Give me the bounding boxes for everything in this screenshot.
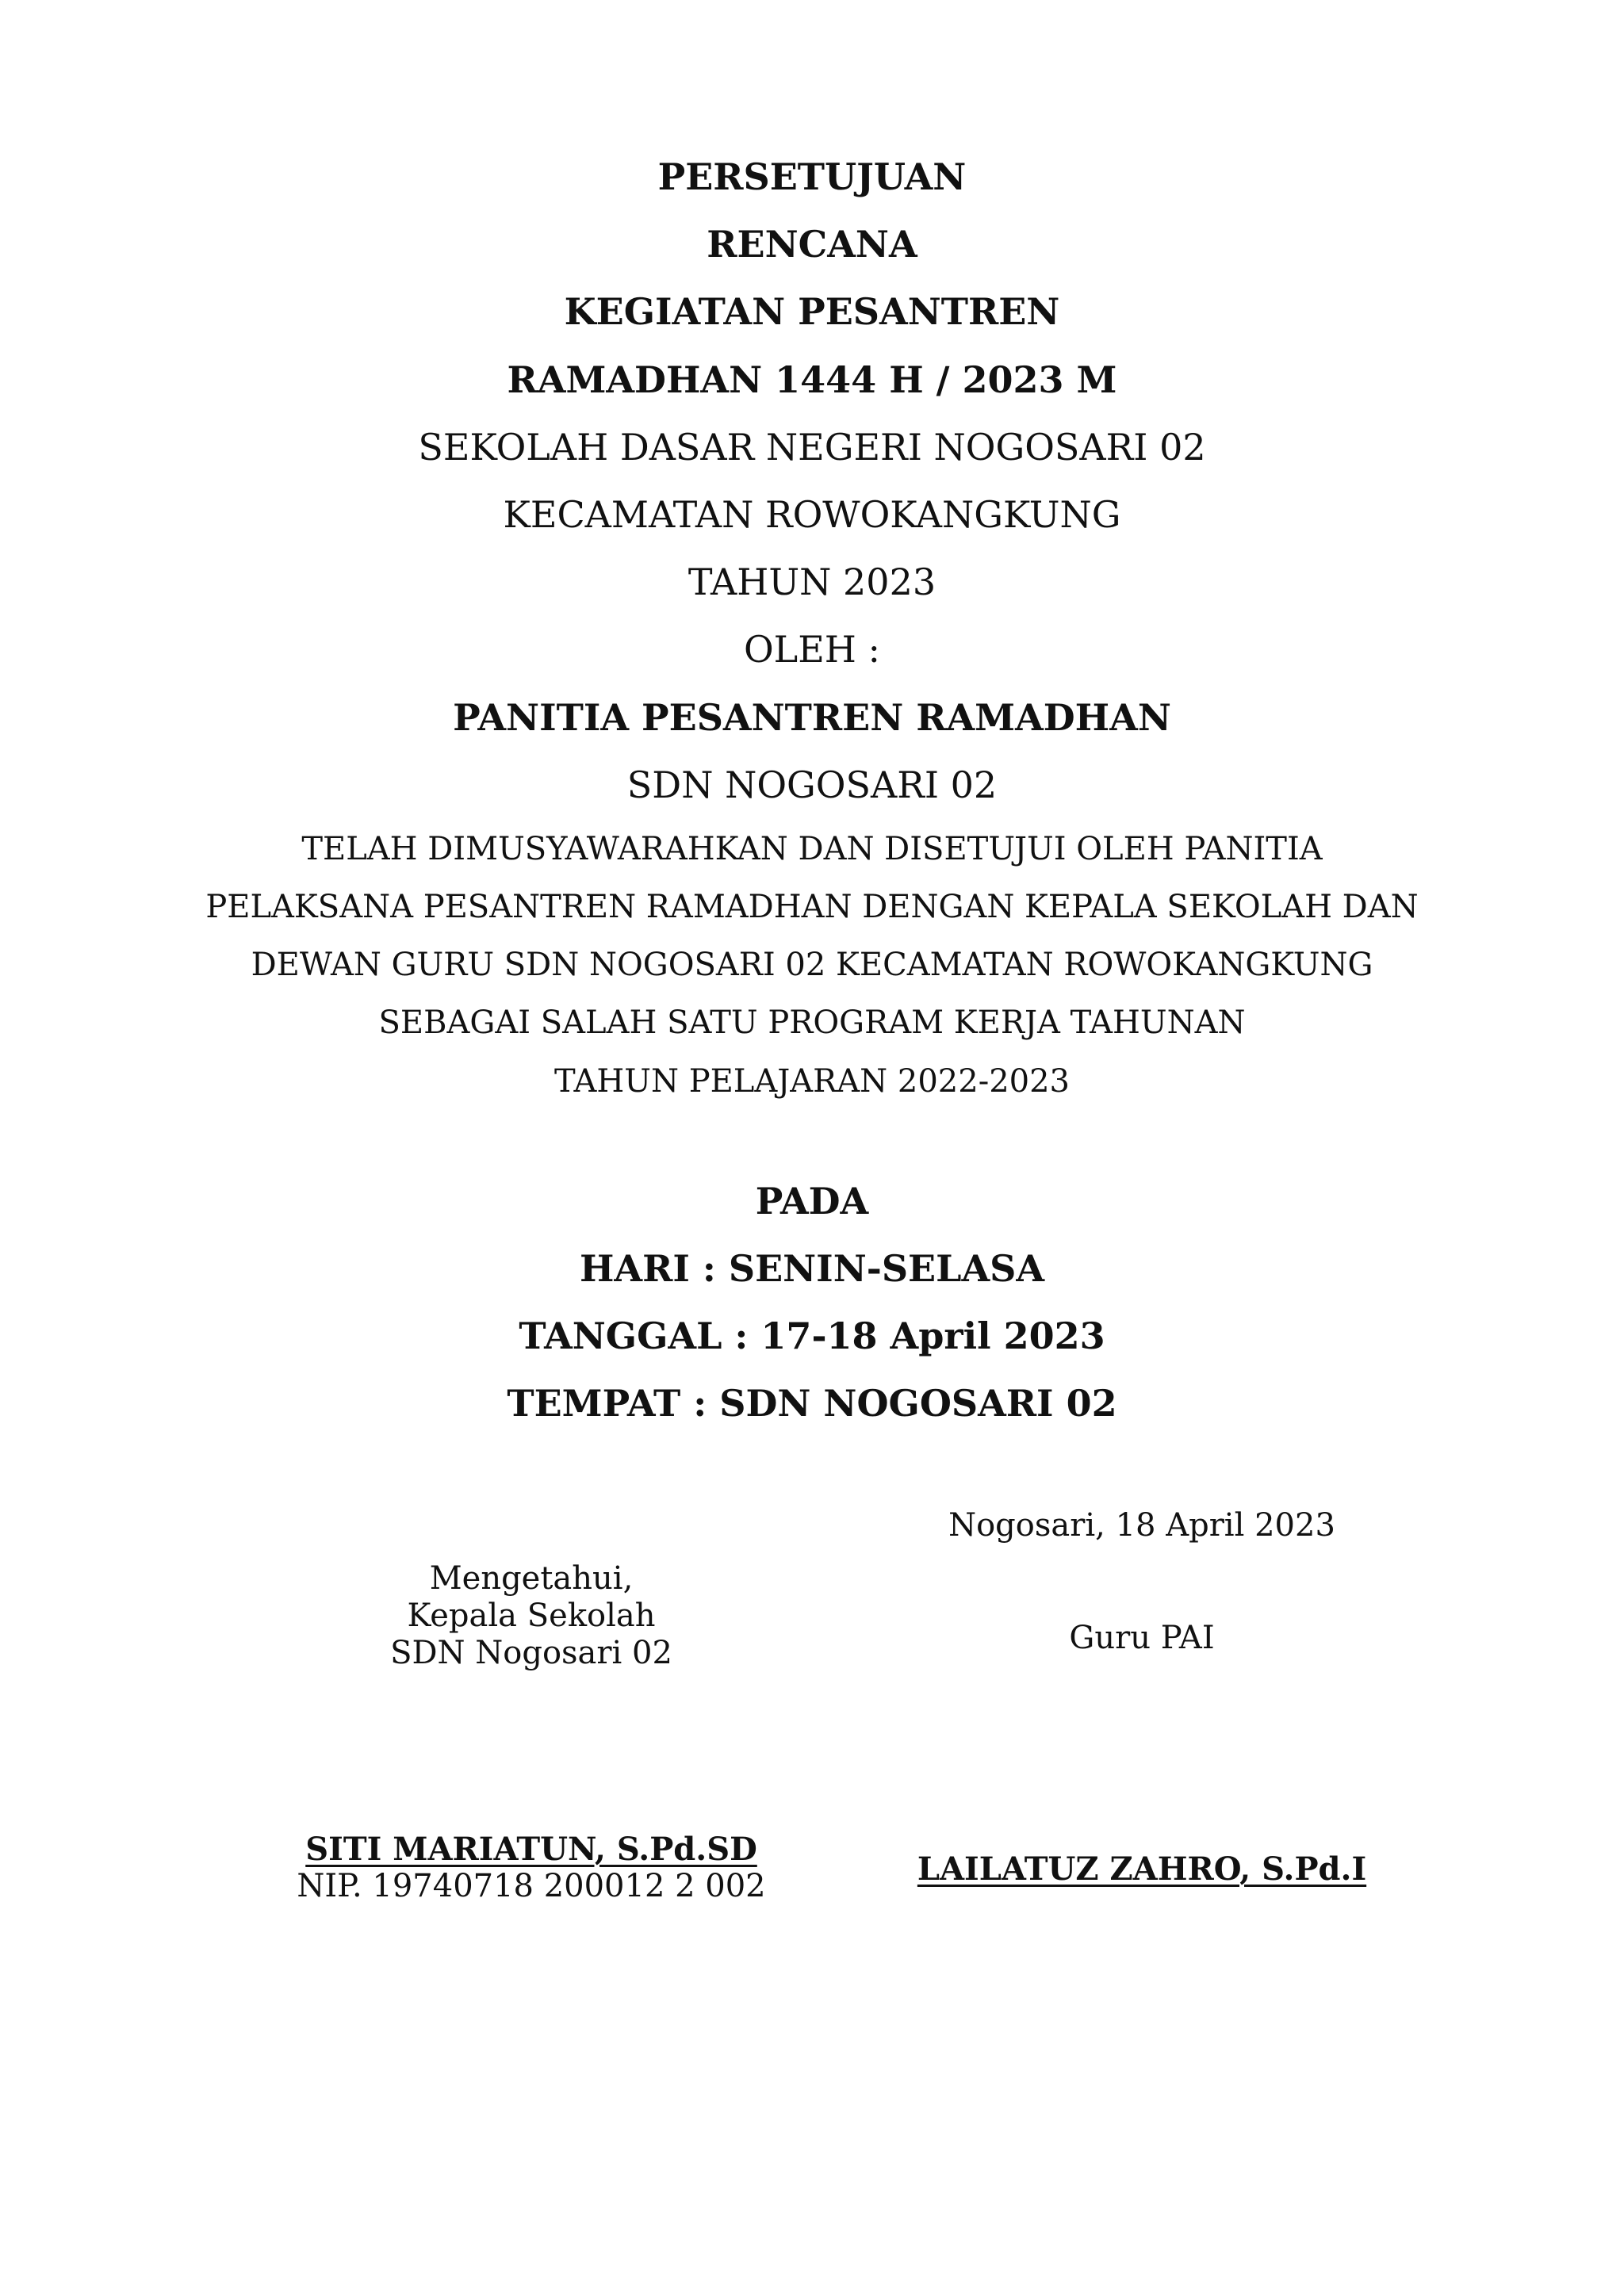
signatory-left-signature	[254, 1831, 809, 1905]
statement-line-4: SEBAGAI SALAH SATU PROGRAM KERJA TAHUNAN	[378, 1004, 1246, 1041]
signatory-left-line-2: Kepala Sekolah	[407, 1598, 656, 1635]
school-name: SEKOLAH DASAR NEGERI NOGOSARI 02	[418, 426, 1206, 469]
event-label: PADA	[755, 1180, 869, 1223]
statement-line-2: PELAKSANA PESANTREN RAMADHAN DENGAN KEPALA SEKOLAH DAN	[205, 889, 1419, 925]
statement-line-5: TAHUN PELAJARAN 2022-2023	[554, 1063, 1070, 1100]
signatory-right-role: Guru PAI	[1069, 1620, 1215, 1656]
signatory-left-nip: NIP. 19740718 200012 2 002	[297, 1868, 766, 1905]
signatory-left-line-3: SDN Nogosari 02	[390, 1635, 672, 1672]
committee-school: SDN NOGOSARI 02	[626, 763, 998, 806]
committee-name: PANITIA PESANTREN RAMADHAN	[453, 696, 1171, 739]
event-date: TANGGAL : 17-18 April 2023	[519, 1314, 1105, 1357]
statement-line-3: DEWAN GURU SDN NOGOSARI 02 KECAMATAN ROWOKANGKUNG	[251, 947, 1373, 983]
signatory-left-name: SITI MARIATUN, S.Pd.SD	[305, 1831, 757, 1868]
signatory-right-name: LAILATUZ ZAHRO, S.Pd.I	[917, 1850, 1367, 1888]
title-line-1: PERSETUJUAN	[657, 155, 967, 198]
title-line-2: RENCANA	[707, 223, 917, 266]
event-day: HARI : SENIN-SELASA	[579, 1247, 1045, 1290]
school-district: KECAMATAN ROWOKANGKUNG	[503, 493, 1121, 536]
by-label: OLEH :	[743, 628, 881, 671]
statement-line-1: TELAH DIMUSYAWARAHKAN DAN DISETUJUI OLEH PANITIA	[301, 831, 1323, 867]
signatory-left-line-1: Mengetahui,	[429, 1560, 634, 1597]
event-place: TEMPAT : SDN NOGOSARI 02	[507, 1382, 1117, 1425]
title-line-4: RAMADHAN 1444 H / 2023 M	[507, 358, 1117, 401]
title-line-3: KEGIATAN PESANTREN	[564, 290, 1060, 333]
signatory-left-block	[285, 1560, 777, 1673]
school-year: TAHUN 2023	[688, 561, 936, 603]
place-date: Nogosari, 18 April 2023	[948, 1507, 1335, 1544]
